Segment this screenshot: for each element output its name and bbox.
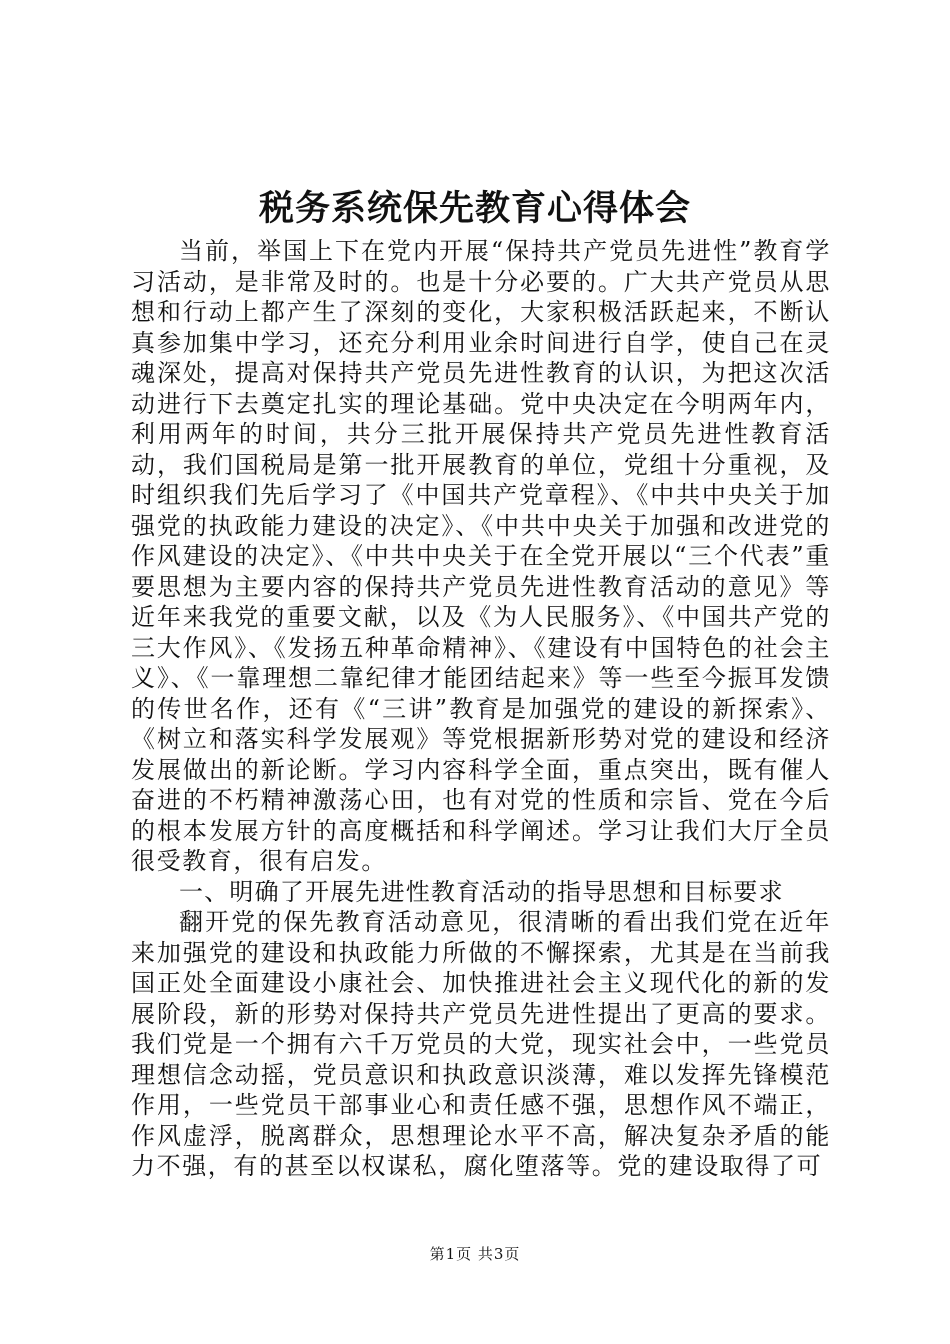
document-title: 税务系统保先教育心得体会 bbox=[258, 188, 691, 229]
document-body bbox=[131, 236, 831, 1182]
body-paragraph-intro: 当前，举国上下在党内开展“保持共产党员先进性”教育学习活动，是非常及时的。也是十分必要的。广大共产党员从思想和行动上都产生了深刻的变化，大家积极活跃起来，不断认真参加集中学习，还充分利用业余时间进行自学，使自己在灵魂深处，提高对保持共产党员先进性教育的认识，为把这次活动进行下去奠定扎实的理论基础。党中央决定在今明两年内，利用两年的时间，共分三批开展保持共产党员先进性教育活动，我们国税局是第一批开展教育的单位，党组十分重视，及时组织我们先后学习了《中国共产党章程》、《中共中央关于加强党的执政能力建设的决定》、《中共中央关于加强和改进党的作风建设的决定》、《中共中央关于在全党开展以“三个代表”重要思想为主要内容的保持共产党员先进性教育活动的意见》等近年来我党的重要文献，以及《为人民服务》、《中国共产党的三大作风》、《发扬五种革命精神》、《建设有中国特色的社会主义》、《一靠理想二靠纪律才能团结起来》等一些至今振耳发馈的传世名作，还有《“三讲”教育是加强党的建设的新探索》、《树立和落实科学发展观》等党根据新形势对党的建设和经济发展做出的新论断。学习内容科学全面，重点突出，既有催人奋进的不朽精神激荡心田，也有对党的性质和宗旨、党在今后的根本发展方针的高度概括和科学阐述。学习让我们大厅全员很受教育，很有启发。 bbox=[131, 237, 831, 875]
page-number-footer: 第1页 共3页 bbox=[429, 1245, 521, 1263]
section-heading-1: 一、明确了开展先进性教育活动的指导思想和目标要求 bbox=[179, 877, 784, 906]
body-paragraph-section-1: 翻开党的保先教育活动意见，很清晰的看出我们党在近年来加强党的建设和执政能力所做的不懈探索，尤其是在当前我国正处全面建设小康社会、加快推进社会主义现代化的新的发展阶段，新的形势对保持共产党员先进性提出了更高的要求。我们党是一个拥有六千万党员的大党，现实社会中，一些党员理想信念动摇，党员意识和执政意识淡薄，难以发挥先锋模范作用，一些党员干部事业心和责任感不强，思想作风不端正，作风虚浮，脱离群众，思想理论水平不高，解决复杂矛盾的能力不强，有的甚至以权谋私，腐化堕落等。党的建设取得了可 bbox=[131, 908, 831, 1180]
